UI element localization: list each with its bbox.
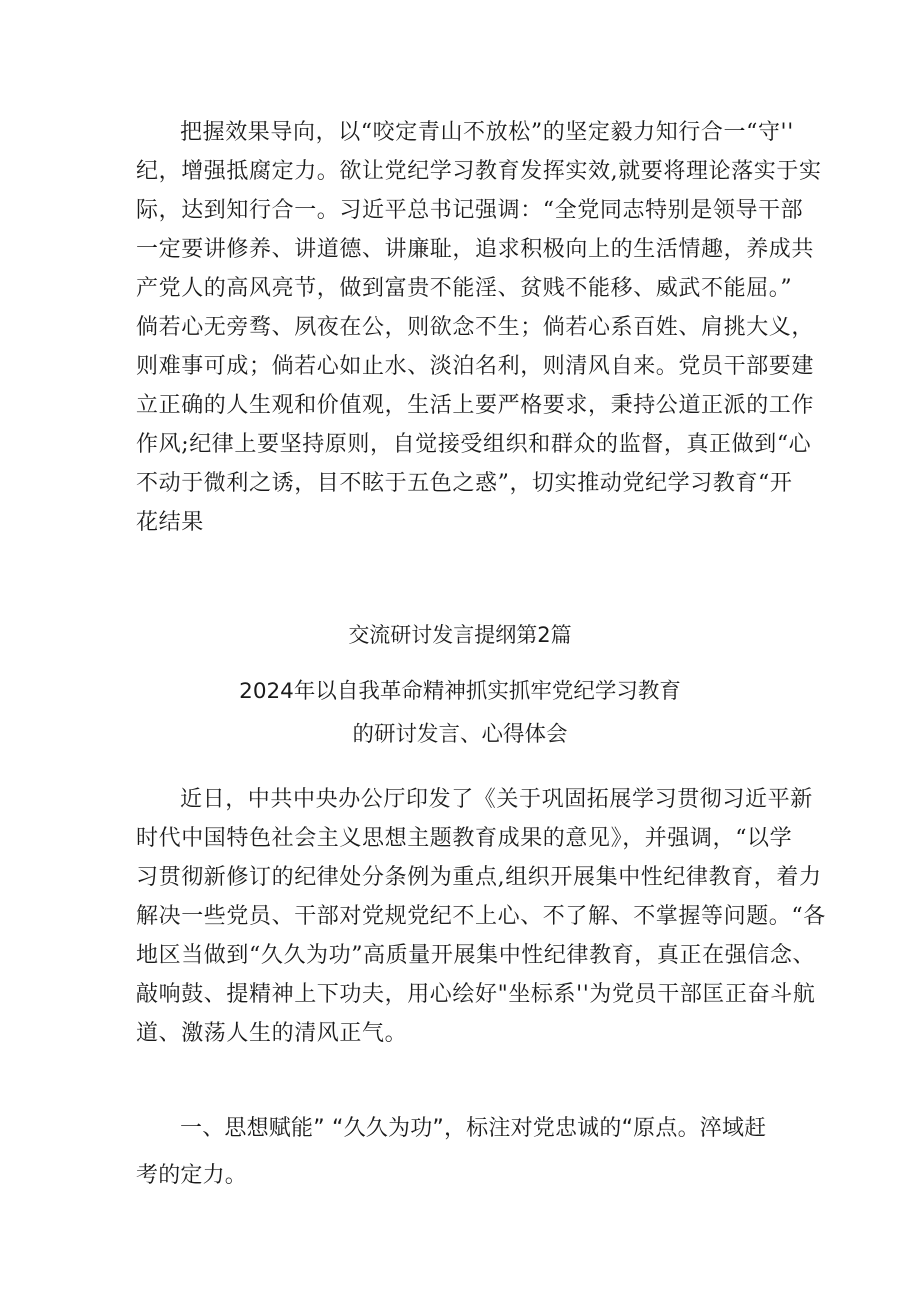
- text-line: 敲响鼓、提精神上下功夫，用心绘好"坐标系''为党员干部匡正奋斗航: [136, 982, 816, 1007]
- text-line: 倘若心无旁骛、夙夜在公，则欲念不生；倘若心系百姓、肩挑大义，: [136, 315, 815, 340]
- text-line: 地区当做到“久久为功”高质量开展集中性纪律教育，真正在强信念、: [136, 943, 816, 968]
- text-line: 道、激荡人生的清风正气。: [136, 1021, 408, 1046]
- text-line: 一定要讲修养、讲道德、讲廉耻，追求积极向上的生活情趣，养成共: [136, 237, 815, 262]
- text-line: 不动于微利之诱，目不眩于五色之惑”，切实推动党纪学习教育“开: [136, 471, 793, 496]
- text-line: 习贯彻新修订的纪律处分条例为重点,组织开展集中性纪律教育，着力: [136, 865, 822, 890]
- text-line: 考的定力。: [136, 1163, 248, 1188]
- text-line: 立正确的人生观和价值观，生活上要严格要求，秉持公道正派的工作: [136, 393, 815, 418]
- article-title-line-1: 2024年以自我革命精神抓实抓牢党纪学习教育: [239, 679, 681, 704]
- paragraph-introduction: [136, 780, 826, 1053]
- text-line: 产党人的高风亮节，做到富贵不能淫、贫贱不能移、威武不能屈。”: [136, 276, 793, 301]
- text-line: 际，达到知行合一。习近平总书记强调：“全党同志特别是领导干部: [136, 198, 804, 223]
- section-subheading: [136, 1105, 796, 1199]
- paragraph-upholding-discipline: [136, 113, 822, 542]
- text-line: 近日，中共中央办公厅印发了《关于巩固拓展学习贯彻习近平新: [180, 787, 813, 812]
- text-line: 纪，增强抵腐定力。欲让党纪学习教育发挥实效,就要将理论落实于实: [136, 159, 822, 184]
- text-line: 解决一些党员、干部对党规党纪不上心、不了解、不掌握等问题。“各: [136, 904, 826, 929]
- text-line: 把握效果导向，以“咬定青山不放松”的坚定毅力知行合一“守'': [180, 120, 794, 145]
- series-heading: 交流研讨发言提纲第2篇: [348, 623, 572, 647]
- article-title-line-2: 的研讨发言、心得体会: [352, 722, 568, 747]
- text-line: 一、思想赋能” “久久为功”，标注对党忠诚的“原点。淬域赶: [180, 1116, 767, 1141]
- text-line: 作风;纪律上要坚持原则，自觉接受组织和群众的监督，真正做到“心: [136, 432, 812, 457]
- text-line: 则难事可成；倘若心如止水、淡泊名利，则清风自来。党员干部要建: [136, 354, 815, 379]
- text-line: 花结果: [136, 510, 204, 535]
- text-line: 时代中国特色社会主义思想主题教育成果的意见》，并强调，“以学: [136, 826, 793, 851]
